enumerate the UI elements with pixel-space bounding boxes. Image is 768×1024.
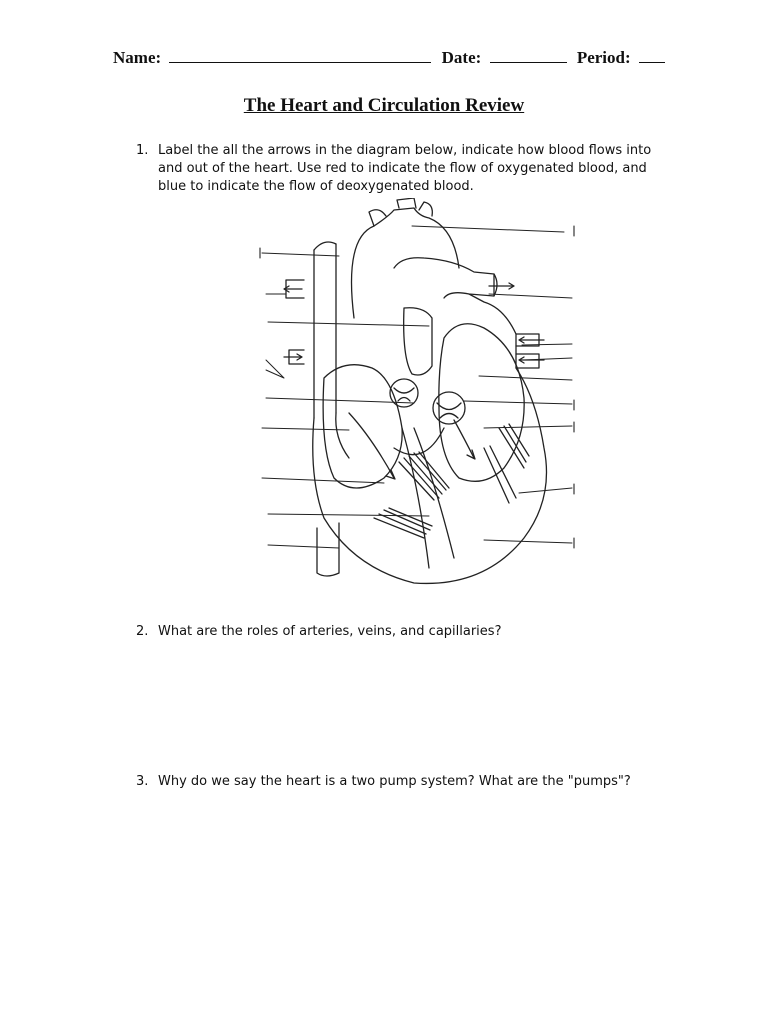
header-line [113, 48, 671, 68]
question-number: 2. [136, 624, 149, 639]
page-title: The Heart and Circulation Review [243, 95, 525, 116]
name-label: Name: [113, 48, 162, 67]
question-number: 1. [136, 143, 149, 158]
period-blank[interactable] [639, 48, 665, 63]
question-number: 3. [136, 774, 149, 789]
period-label: Period: [576, 48, 631, 67]
name-blank[interactable] [169, 48, 431, 63]
question-text: What are the roles of arteries, veins, and capillaries? [158, 624, 502, 639]
date-blank[interactable] [490, 48, 567, 63]
heart-diagram-icon [254, 198, 584, 593]
question-text: Label the all the arrows in the diagram below, indicate how blood flows into and out of the heart. Use red to indicate the flow of oxygenated blood, and blue to indicate the flow of deoxygenated blood. [158, 143, 652, 194]
date-label: Date: [441, 48, 482, 67]
question-text: Why do we say the heart is a two pump system? What are the "pumps"? [158, 774, 631, 789]
